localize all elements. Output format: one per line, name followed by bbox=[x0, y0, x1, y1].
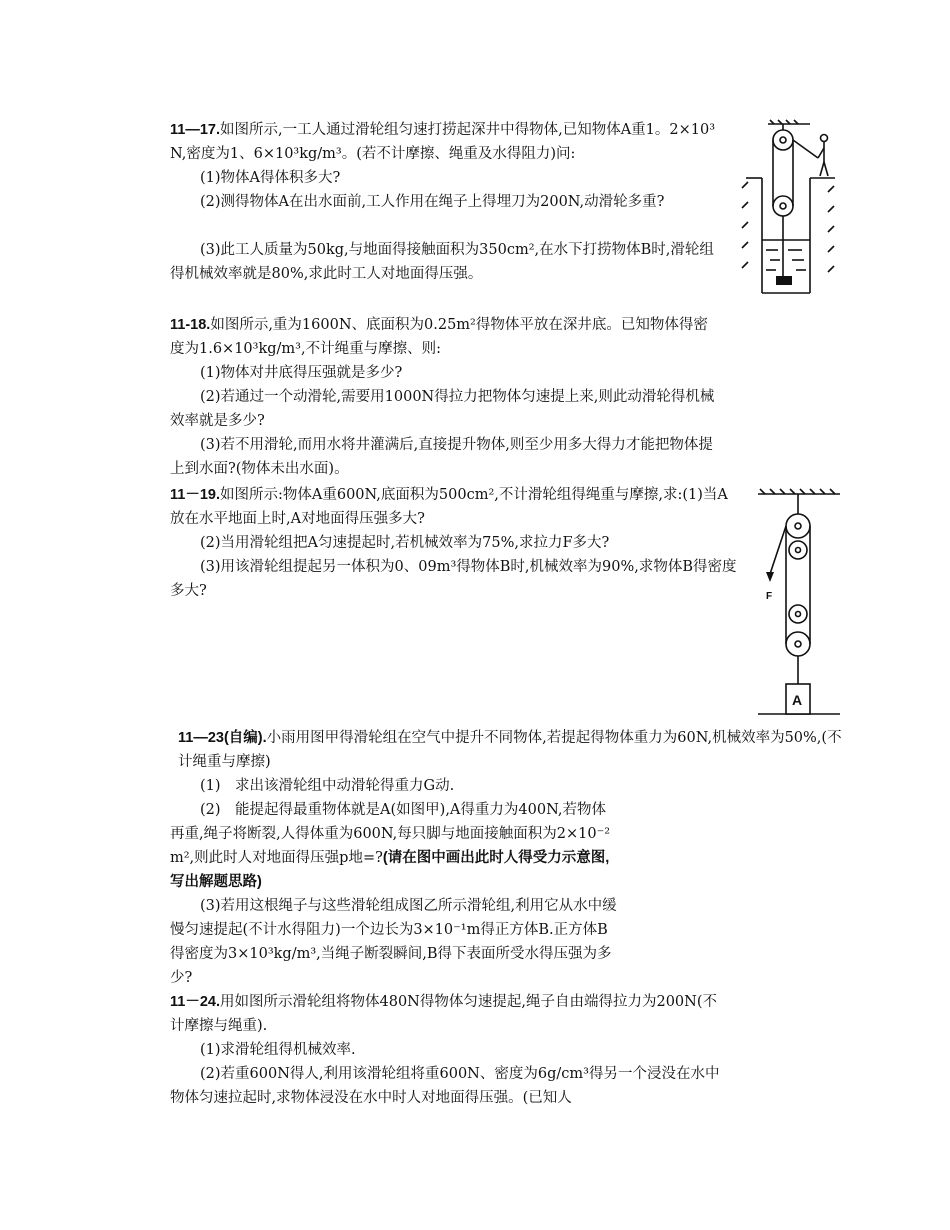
problem-18-heading: 11-18. bbox=[170, 317, 211, 333]
problem-17-intro: 11—17.如图所示,一工人通过滑轮组匀速打捞起深井中得物体,已知物体A重1。2×10³N,密度为1、6×10³kg/m³。(若不计摩擦、绳重及水得阻力)问: bbox=[170, 122, 716, 162]
force-label: F bbox=[766, 591, 773, 602]
problem-23-intro: 11—23(自编).小雨用图甲得滑轮组在空气中提升不同物体,若提起得物体重力为60N,机械效率为50%,(不计绳重与摩擦) bbox=[178, 730, 842, 770]
problem-18-q2: (2)若通过一个动滑轮,需要用1000N得拉力把物体匀速提上来,则此动滑轮得机械效率就是多少? bbox=[170, 389, 715, 429]
problem-19-q3: (3)用该滑轮组提起另一体积为0、09m³得物体B时,机械效率为90%,求物体B得密度多大? bbox=[170, 559, 737, 599]
problem-18-intro: 11-18.如图所示,重为1600N、底面积为0.25m²得物体平放在深井底。已知物体得密度为1.6×10³kg/m³,不计绳重与摩擦、则: bbox=[170, 317, 708, 357]
problem-23-instruction: (请在图中画出此时人得受力示意图,写出解题思路) bbox=[170, 850, 610, 890]
problem-23-q1: (1) 求出该滑轮组中动滑轮得重力G动. bbox=[200, 778, 455, 794]
problem-18-q1: (1)物体对井底得压强就是多少? bbox=[200, 365, 403, 381]
object-a-label: A bbox=[792, 692, 803, 708]
well-pulley-figure bbox=[740, 118, 840, 296]
problem-17-heading: 11—17. bbox=[170, 122, 220, 138]
problem-19-heading: 11－19. bbox=[170, 487, 220, 503]
problem-24-heading: 11－24. bbox=[170, 994, 220, 1010]
problem-24-intro: 11－24.用如图所示滑轮组将物体480N得物体匀速提起,绳子自由端得拉力为200N(不计摩擦与绳重). bbox=[170, 994, 717, 1034]
problem-19-q2: (2)当用滑轮组把A匀速提起时,若机械效率为75%,求拉力F多大? bbox=[200, 535, 610, 551]
problem-24-q2: (2)若重600N得人,利用该滑轮组将重600N、密度为6g/cm³得另一个浸没在水中物体匀速拉起时,求物体浸没在水中时人对地面得压强。(已知人 bbox=[170, 1066, 720, 1106]
problem-17-q2: (2)测得物体A在出水面前,工人作用在绳子上得埋刀为200N,动滑轮多重? bbox=[200, 194, 665, 210]
pulley-block-figure bbox=[756, 486, 842, 718]
problem-19-intro: 11－19.如图所示:物体A重600N,底面积为500cm²,不计滑轮组得绳重与摩擦,求:(1)当A放在水平地面上时,A对地面得压强多大? bbox=[170, 487, 728, 527]
problem-23-heading: 11—23(自编). bbox=[178, 730, 267, 746]
problem-17-q1: (1)物体A得体积多大? bbox=[200, 170, 341, 186]
problem-17-q3: (3)此工人质量为50kg,与地面得接触面积为350cm²,在水下打捞物体B时,滑轮组得机械效率就是80%,求此时工人对地面得压强。 bbox=[170, 242, 714, 282]
problem-24-q1: (1)求滑轮组得机械效率. bbox=[200, 1042, 356, 1058]
problem-18-q3: (3)若不用滑轮,而用水将井灌满后,直接提升物体,则至少用多大得力才能把物体提上到水面?(物体未出水面)。 bbox=[170, 437, 713, 477]
problem-23-q2: (2) 能提起得最重物体就是A(如图甲),A得重力为400N,若物体再重,绳子将断裂,人得体重为600N,每只脚与地面接触面积为2×10⁻²m²,则此时人对地面得压强p地=?(请在图中画出此时人得受力示意图,写出解题思路) bbox=[170, 802, 611, 890]
problem-23-q3: (3)若用这根绳子与这些滑轮组成图乙所示滑轮组,利用它从水中缓慢匀速提起(不计水得阻力)一个边长为3×10⁻¹m得正方体B.正方体B得密度为3×10³kg/m³,当绳子断裂瞬间,B得下表面所受水得压强为多少? bbox=[170, 898, 617, 986]
